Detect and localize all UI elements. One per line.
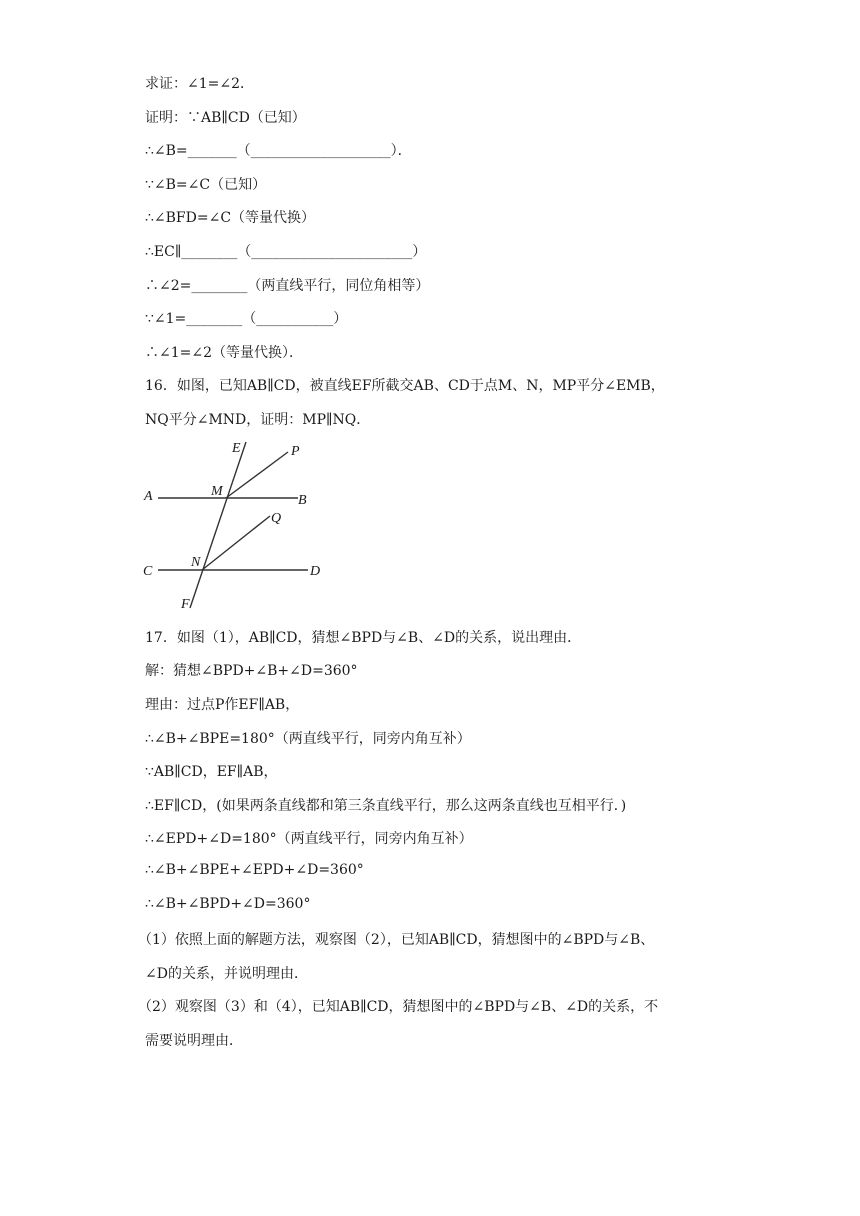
text-line: 证明：∵AB∥CD（已知）	[145, 110, 306, 126]
problem-16-text: NQ平分∠MND，证明：MP∥NQ．	[145, 412, 371, 428]
label-n: N	[191, 555, 201, 570]
text-line: 理由：过点P作EF∥AB，	[145, 697, 300, 713]
text-line: ∴∠B=_______（____________________）．	[145, 143, 412, 159]
text-line: ∴∠2=________（两直线平行，同位角相等）	[145, 278, 430, 294]
label-q: Q	[271, 511, 282, 526]
text-line: 求证：∠1=∠2．	[145, 76, 255, 92]
label-c: C	[143, 564, 153, 579]
subquestion-2: （2）观察图（3）和（4），已知AB∥CD，猜想图中的∠BPD与∠B、∠D的关系，不	[138, 999, 659, 1015]
label-d: D	[310, 564, 321, 579]
problem-17-text: 17．如图（1），AB∥CD，猜想∠BPD与∠B、∠D的关系，说出理由．	[145, 630, 582, 646]
text-line: ∵∠B=∠C（已知）	[145, 177, 267, 193]
label-a: A	[144, 489, 153, 504]
label-b: B	[298, 493, 307, 508]
text-line: ∴EF∥CD，(如果两条直线都和第三条直线平行，那么这两条直线也互相平行．)	[145, 798, 627, 814]
label-e: E	[232, 441, 241, 456]
text-line: ∴EC∥________（_______________________）	[145, 244, 427, 260]
text-line: ∵AB∥CD，EF∥AB，	[145, 764, 278, 780]
parallel-lines-figure	[138, 436, 338, 616]
text-line: ∴∠B+∠BPD+∠D=360°	[145, 896, 311, 912]
text-line: ∴∠B+∠BPE=180°（两直线平行，同旁内角互补）	[145, 731, 471, 747]
label-m: M	[211, 484, 223, 499]
subquestion-1: （1）依照上面的解题方法，观察图（2），已知AB∥CD，猜想图中的∠BPD与∠B、	[138, 932, 655, 948]
text-line: 解：猜想∠BPD+∠B+∠D=360°	[145, 663, 358, 679]
text-line: ∴∠1=∠2（等量代换）．	[145, 345, 304, 361]
text-line: ∴∠B+∠BPE+∠EPD+∠D=360°	[145, 862, 364, 878]
text-line: ∠D的关系，并说明理由．	[145, 966, 308, 982]
text-line: ∴∠BFD=∠C（等量代换）	[145, 210, 316, 226]
label-p: P	[291, 444, 300, 459]
text-line: 需要说明理由．	[145, 1033, 243, 1049]
label-f: F	[181, 597, 190, 612]
text-line: ∵∠1=________（___________）	[145, 311, 348, 327]
text-line: ∴∠EPD+∠D=180°（两直线平行，同旁内角互补）	[145, 831, 473, 847]
problem-16-text: 16．如图，已知AB∥CD，被直线EF所截交AB、CD于点M、N，MP平分∠EMB，	[145, 378, 665, 394]
line-ef	[190, 442, 246, 608]
